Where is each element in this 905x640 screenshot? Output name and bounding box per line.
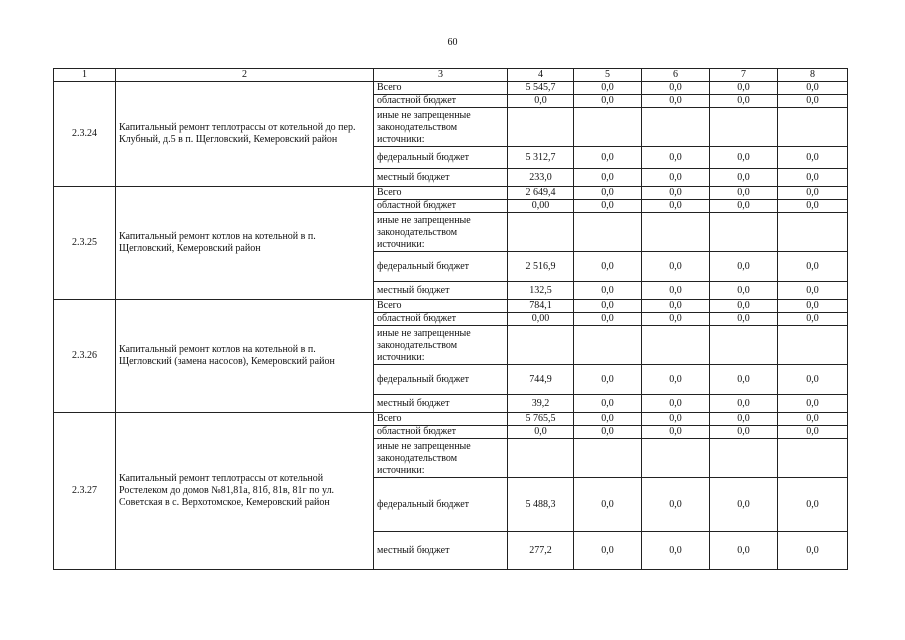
funding-value: 0,0	[778, 395, 848, 413]
funding-value: 0,00	[508, 313, 574, 326]
funding-value: 0,0	[642, 478, 710, 532]
funding-value: 0,0	[710, 395, 778, 413]
funding-value	[778, 326, 848, 365]
funding-value: 0,0	[574, 426, 642, 439]
project-description: Капитальный ремонт котлов на котельной в п. Щегловский (замена насосов), Кемеровский район	[116, 300, 374, 413]
funding-value: 0,0	[574, 252, 642, 282]
funding-value: 0,0	[574, 95, 642, 108]
funding-source: иные не запрещенные законодательством источники:	[374, 439, 508, 478]
funding-value: 0,0	[778, 365, 848, 395]
funding-value: 277,2	[508, 532, 574, 570]
funding-value: 0,0	[710, 313, 778, 326]
funding-value: 0,0	[642, 413, 710, 426]
funding-value: 5 545,7	[508, 82, 574, 95]
column-header: 4	[508, 69, 574, 82]
page-number: 60	[447, 37, 458, 48]
funding-source: местный бюджет	[374, 282, 508, 300]
funding-value: 0,0	[778, 147, 848, 169]
funding-value: 0,0	[778, 313, 848, 326]
table-row	[54, 300, 848, 313]
funding-value: 5 312,7	[508, 147, 574, 169]
project-description: Капитальный ремонт теплотрассы от котельной Ростелеком до домов №81,81а, 81б, 81в, 81г по ул. Советская в с. Верхотомское, Кемеровский район	[116, 413, 374, 570]
funding-value	[574, 439, 642, 478]
funding-value: 0,0	[574, 395, 642, 413]
funding-value: 0,0	[508, 426, 574, 439]
funding-value	[710, 108, 778, 147]
funding-value	[574, 213, 642, 252]
funding-value: 0,0	[710, 532, 778, 570]
funding-value	[642, 439, 710, 478]
funding-value	[778, 213, 848, 252]
funding-value: 5 765,5	[508, 413, 574, 426]
funding-value: 0,0	[710, 95, 778, 108]
funding-value: 0,0	[574, 187, 642, 200]
funding-value: 0,0	[574, 147, 642, 169]
funding-value: 0,0	[710, 413, 778, 426]
header-row	[54, 69, 848, 82]
funding-value: 0,0	[574, 532, 642, 570]
funding-value: 0,0	[642, 169, 710, 187]
funding-source: областной бюджет	[374, 313, 508, 326]
funding-value: 0,0	[642, 147, 710, 169]
funding-value	[710, 213, 778, 252]
funding-value: 0,0	[642, 282, 710, 300]
funding-source: федеральный бюджет	[374, 365, 508, 395]
column-header: 8	[778, 69, 848, 82]
funding-value: 233,0	[508, 169, 574, 187]
funding-value: 0,0	[710, 365, 778, 395]
funding-value: 2 516,9	[508, 252, 574, 282]
funding-value: 0,0	[778, 300, 848, 313]
project-code: 2.3.27	[54, 413, 116, 570]
funding-value: 0,0	[642, 313, 710, 326]
funding-value: 0,0	[778, 282, 848, 300]
funding-value: 0,0	[574, 282, 642, 300]
funding-value: 0,00	[508, 200, 574, 213]
column-header: 3	[374, 69, 508, 82]
funding-source: областной бюджет	[374, 200, 508, 213]
funding-value: 0,0	[642, 82, 710, 95]
funding-value: 0,0	[574, 365, 642, 395]
funding-value: 0,0	[574, 478, 642, 532]
funding-value: 0,0	[778, 82, 848, 95]
funding-value: 0,0	[710, 300, 778, 313]
funding-value: 0,0	[642, 300, 710, 313]
funding-value: 0,0	[710, 282, 778, 300]
funding-value: 5 488,3	[508, 478, 574, 532]
funding-value: 0,0	[710, 478, 778, 532]
funding-value: 0,0	[778, 200, 848, 213]
funding-value	[508, 326, 574, 365]
funding-source: иные не запрещенные законодательством источники:	[374, 108, 508, 147]
funding-value	[778, 439, 848, 478]
funding-value: 0,0	[778, 532, 848, 570]
table-row	[54, 187, 848, 200]
funding-value: 0,0	[710, 200, 778, 213]
column-header: 6	[642, 69, 710, 82]
funding-value	[642, 213, 710, 252]
funding-value: 0,0	[778, 413, 848, 426]
funding-source: областной бюджет	[374, 95, 508, 108]
funding-source: местный бюджет	[374, 395, 508, 413]
column-header: 5	[574, 69, 642, 82]
funding-value: 0,0	[642, 200, 710, 213]
project-code: 2.3.25	[54, 187, 116, 300]
funding-value	[574, 108, 642, 147]
funding-value: 39,2	[508, 395, 574, 413]
funding-value	[508, 213, 574, 252]
funding-value	[778, 108, 848, 147]
funding-value: 0,0	[642, 532, 710, 570]
funding-value	[642, 108, 710, 147]
funding-value: 2 649,4	[508, 187, 574, 200]
funding-value	[710, 439, 778, 478]
funding-value: 0,0	[574, 82, 642, 95]
column-header: 2	[116, 69, 374, 82]
funding-value: 0,0	[642, 252, 710, 282]
funding-value: 0,0	[710, 147, 778, 169]
funding-value: 0,0	[642, 95, 710, 108]
funding-value: 0,0	[642, 426, 710, 439]
project-description: Капитальный ремонт теплотрассы от котельной до пер. Клубный, д.5 в п. Щегловский, Кемеровский район	[116, 82, 374, 187]
funding-value: 0,0	[642, 395, 710, 413]
column-header: 7	[710, 69, 778, 82]
project-code: 2.3.26	[54, 300, 116, 413]
funding-source: Всего	[374, 300, 508, 313]
funding-value: 0,0	[574, 300, 642, 313]
funding-source: федеральный бюджет	[374, 478, 508, 532]
funding-value: 0,0	[778, 187, 848, 200]
funding-source: Всего	[374, 82, 508, 95]
funding-value: 0,0	[710, 426, 778, 439]
funding-source: областной бюджет	[374, 426, 508, 439]
funding-value: 0,0	[574, 313, 642, 326]
table-row	[54, 82, 848, 95]
funding-value: 0,0	[574, 169, 642, 187]
funding-table	[53, 68, 848, 570]
funding-value: 0,0	[778, 426, 848, 439]
funding-source: Всего	[374, 413, 508, 426]
funding-value: 132,5	[508, 282, 574, 300]
table-row	[54, 413, 848, 426]
funding-value: 0,0	[710, 82, 778, 95]
funding-value: 0,0	[778, 478, 848, 532]
funding-value: 0,0	[710, 169, 778, 187]
funding-source: иные не запрещенные законодательством источники:	[374, 326, 508, 365]
funding-source: иные не запрещенные законодательством источники:	[374, 213, 508, 252]
funding-value: 0,0	[574, 200, 642, 213]
funding-value	[710, 326, 778, 365]
funding-value: 0,0	[642, 365, 710, 395]
funding-value: 0,0	[508, 95, 574, 108]
funding-value: 0,0	[574, 413, 642, 426]
column-header: 1	[54, 69, 116, 82]
funding-source: федеральный бюджет	[374, 252, 508, 282]
funding-value: 0,0	[778, 252, 848, 282]
funding-value	[574, 326, 642, 365]
funding-value: 0,0	[642, 187, 710, 200]
funding-value	[508, 108, 574, 147]
funding-source: Всего	[374, 187, 508, 200]
table-body	[54, 69, 848, 570]
funding-value: 0,0	[778, 169, 848, 187]
project-description: Капитальный ремонт котлов на котельной в п. Щегловский, Кемеровский район	[116, 187, 374, 300]
project-code: 2.3.24	[54, 82, 116, 187]
funding-value: 0,0	[710, 187, 778, 200]
funding-value: 0,0	[710, 252, 778, 282]
funding-value: 0,0	[778, 95, 848, 108]
funding-source: местный бюджет	[374, 169, 508, 187]
funding-value	[642, 326, 710, 365]
funding-source: местный бюджет	[374, 532, 508, 570]
funding-source: федеральный бюджет	[374, 147, 508, 169]
funding-value: 784,1	[508, 300, 574, 313]
funding-value: 744,9	[508, 365, 574, 395]
funding-value	[508, 439, 574, 478]
